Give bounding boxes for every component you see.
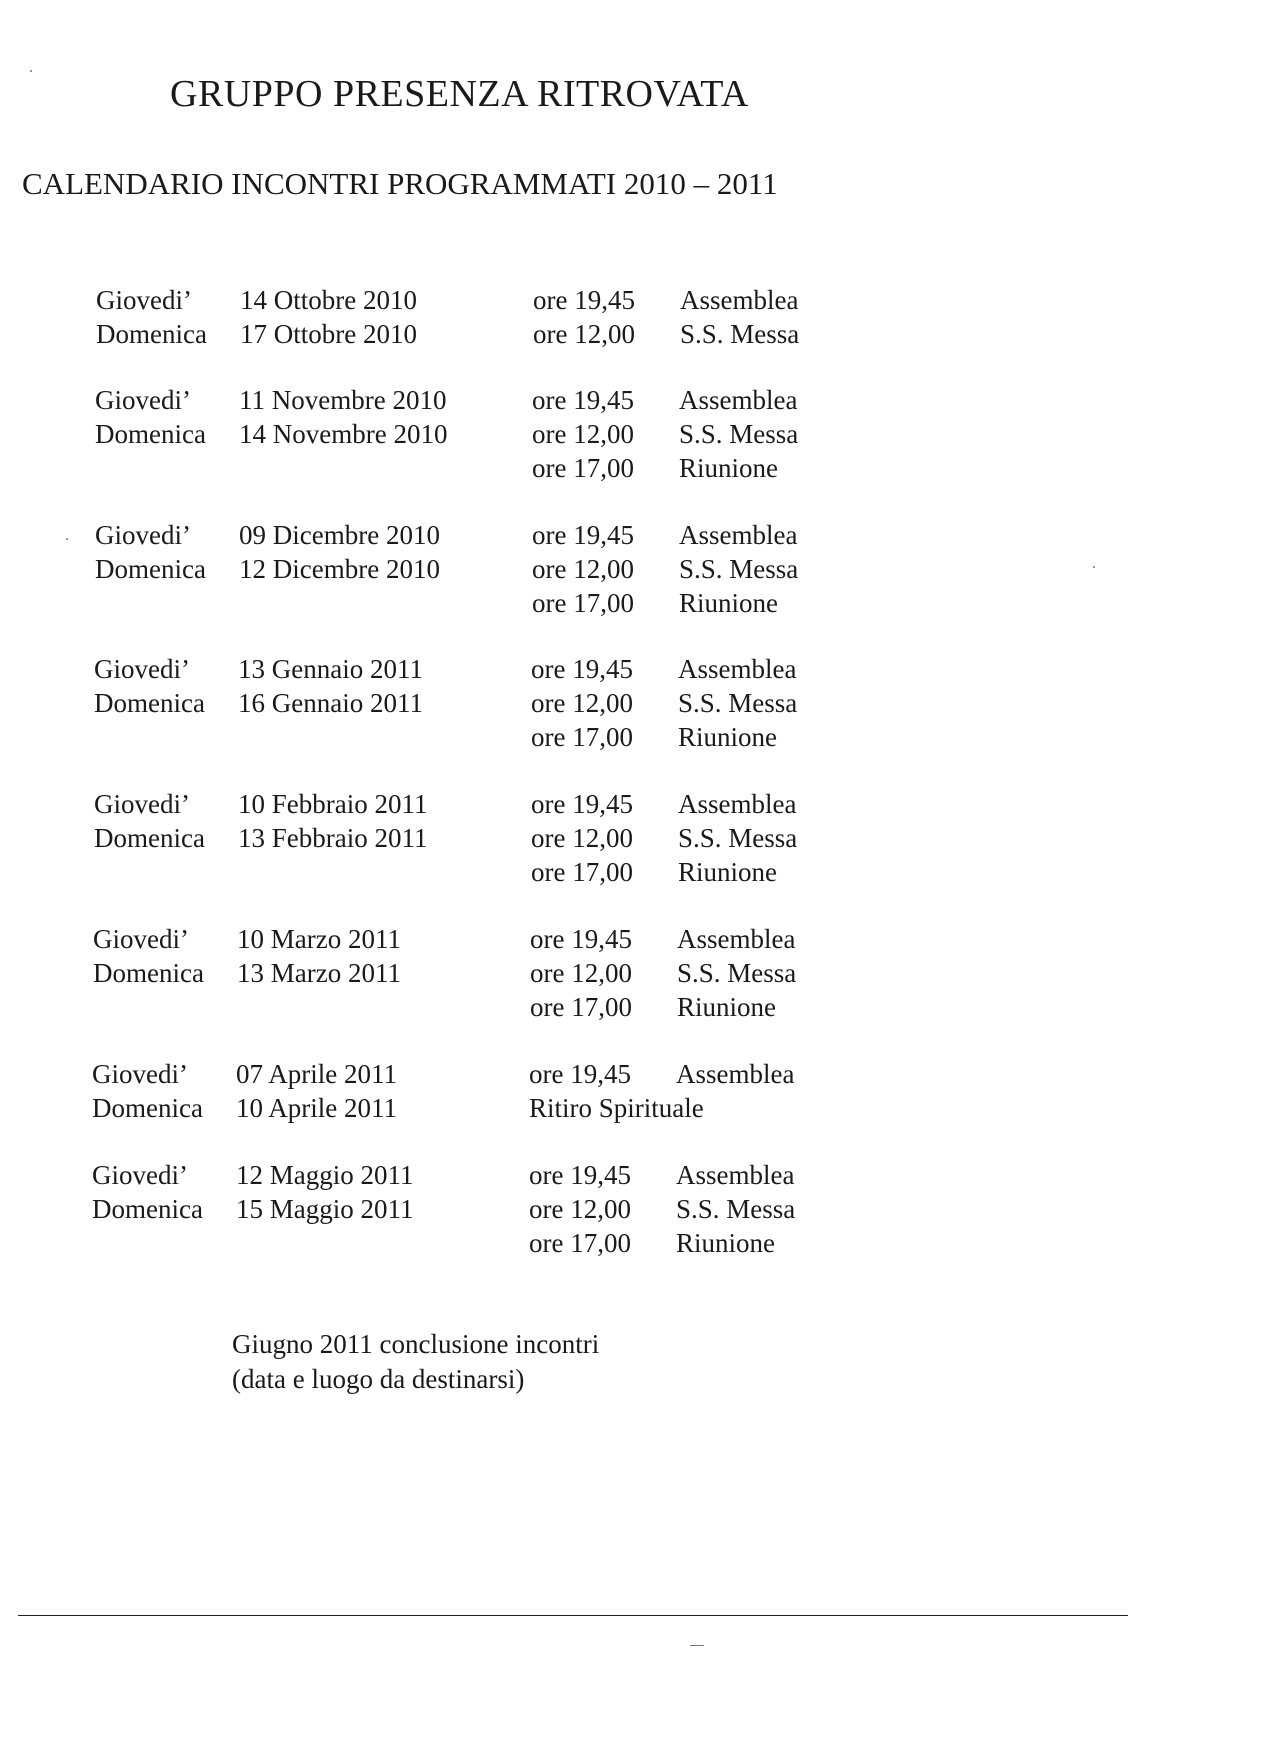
schedule-time: ore 17,00 — [532, 453, 634, 483]
closing-note-line-1: Giugno 2011 conclusione incontri — [232, 1329, 600, 1359]
schedule-time: ore 19,45 — [532, 520, 634, 550]
schedule-event: Riunione — [679, 453, 778, 483]
schedule-date: 12 Maggio 2011 — [236, 1160, 414, 1190]
schedule-date: 10 Aprile 2011 — [236, 1093, 397, 1123]
schedule-date: 11 Novembre 2010 — [239, 385, 447, 415]
schedule-time: ore 17,00 — [531, 857, 633, 887]
schedule-event: S.S. Messa — [676, 1194, 796, 1224]
schedule-time: ore 19,45 — [533, 285, 635, 315]
schedule-time: ore 12,00 — [533, 319, 635, 349]
schedule-event: S.S. Messa — [679, 419, 799, 449]
schedule-date: 13 Marzo 2011 — [237, 958, 401, 988]
schedule-time: ore 19,45 — [532, 385, 634, 415]
schedule-event: Assemblea — [676, 1059, 795, 1089]
schedule-event: S.S. Messa — [677, 958, 797, 988]
schedule-time: ore 19,45 — [529, 1160, 631, 1190]
schedule-event: Assemblea — [678, 654, 797, 684]
schedule-date: 13 Gennaio 2011 — [238, 654, 423, 684]
schedule-event: Riunione — [677, 992, 776, 1022]
schedule-weekday: Domenica — [92, 1194, 203, 1224]
schedule-weekday: Giovedi’ — [92, 1059, 188, 1089]
schedule-date: 14 Novembre 2010 — [239, 419, 448, 449]
schedule-time: ore 12,00 — [531, 823, 633, 853]
schedule-weekday: Domenica — [94, 688, 205, 718]
schedule-time: ore 12,00 — [531, 688, 633, 718]
schedule-time: ore 17,00 — [529, 1228, 631, 1258]
schedule-time: ore 12,00 — [532, 554, 634, 584]
schedule-weekday: Domenica — [94, 823, 205, 853]
schedule-date: 13 Febbraio 2011 — [238, 823, 428, 853]
schedule-event: Riunione — [678, 722, 777, 752]
schedule-event: S.S. Messa — [678, 823, 798, 853]
schedule-time: ore 12,00 — [529, 1194, 631, 1224]
schedule-date: 14 Ottobre 2010 — [240, 285, 417, 315]
schedule-time: ore 17,00 — [530, 992, 632, 1022]
schedule-event: Assemblea — [679, 520, 798, 550]
schedule-event: Assemblea — [679, 385, 798, 415]
scan-speck — [66, 538, 68, 540]
schedule-event: S.S. Messa — [678, 688, 798, 718]
schedule-event: S.S. Messa — [680, 319, 800, 349]
schedule-time: ore 19,45 — [531, 789, 633, 819]
schedule-event: Assemblea — [677, 924, 796, 954]
schedule-time: Ritiro Spirituale — [529, 1093, 704, 1123]
schedule-time: ore 19,45 — [529, 1059, 631, 1089]
document-subtitle: CALENDARIO INCONTRI PROGRAMMATI 2010 – 2011 — [22, 166, 778, 201]
schedule-date: 16 Gennaio 2011 — [238, 688, 423, 718]
schedule-time: ore 17,00 — [531, 722, 633, 752]
schedule-weekday: Giovedi’ — [96, 285, 192, 315]
scan-speck — [690, 1645, 704, 1646]
bottom-divider — [18, 1615, 1128, 1616]
schedule-weekday: Domenica — [93, 958, 204, 988]
closing-note-line-2: (data e luogo da destinarsi) — [232, 1364, 525, 1394]
schedule-date: 10 Marzo 2011 — [237, 924, 401, 954]
document-title: GRUPPO PRESENZA RITROVATA — [170, 73, 749, 115]
schedule-weekday: Giovedi’ — [94, 789, 190, 819]
schedule-weekday: Giovedi’ — [95, 520, 191, 550]
schedule-weekday: Domenica — [92, 1093, 203, 1123]
schedule-time: ore 12,00 — [530, 958, 632, 988]
schedule-event: Riunione — [678, 857, 777, 887]
schedule-weekday: Giovedi’ — [92, 1160, 188, 1190]
schedule-weekday: Domenica — [96, 319, 207, 349]
schedule-date: 10 Febbraio 2011 — [238, 789, 428, 819]
schedule-time: ore 17,00 — [532, 588, 634, 618]
schedule-time: ore 19,45 — [531, 654, 633, 684]
schedule-event: S.S. Messa — [679, 554, 799, 584]
scan-speck — [1093, 566, 1095, 568]
schedule-date: 15 Maggio 2011 — [236, 1194, 414, 1224]
schedule-date: 09 Dicembre 2010 — [239, 520, 440, 550]
scan-speck — [30, 70, 32, 72]
schedule-event: Assemblea — [676, 1160, 795, 1190]
schedule-event: Riunione — [679, 588, 778, 618]
schedule-weekday: Giovedi’ — [95, 385, 191, 415]
schedule-event: Riunione — [676, 1228, 775, 1258]
schedule-weekday: Giovedi’ — [94, 654, 190, 684]
schedule-date: 07 Aprile 2011 — [236, 1059, 397, 1089]
closing-note — [232, 1327, 599, 1397]
schedule-time: ore 12,00 — [532, 419, 634, 449]
schedule-weekday: Domenica — [95, 419, 206, 449]
schedule-weekday: Domenica — [95, 554, 206, 584]
schedule-event: Assemblea — [678, 789, 797, 819]
schedule-event: Assemblea — [680, 285, 799, 315]
schedule-weekday: Giovedi’ — [93, 924, 189, 954]
schedule-date: 12 Dicembre 2010 — [239, 554, 440, 584]
schedule-date: 17 Ottobre 2010 — [240, 319, 417, 349]
schedule-time: ore 19,45 — [530, 924, 632, 954]
